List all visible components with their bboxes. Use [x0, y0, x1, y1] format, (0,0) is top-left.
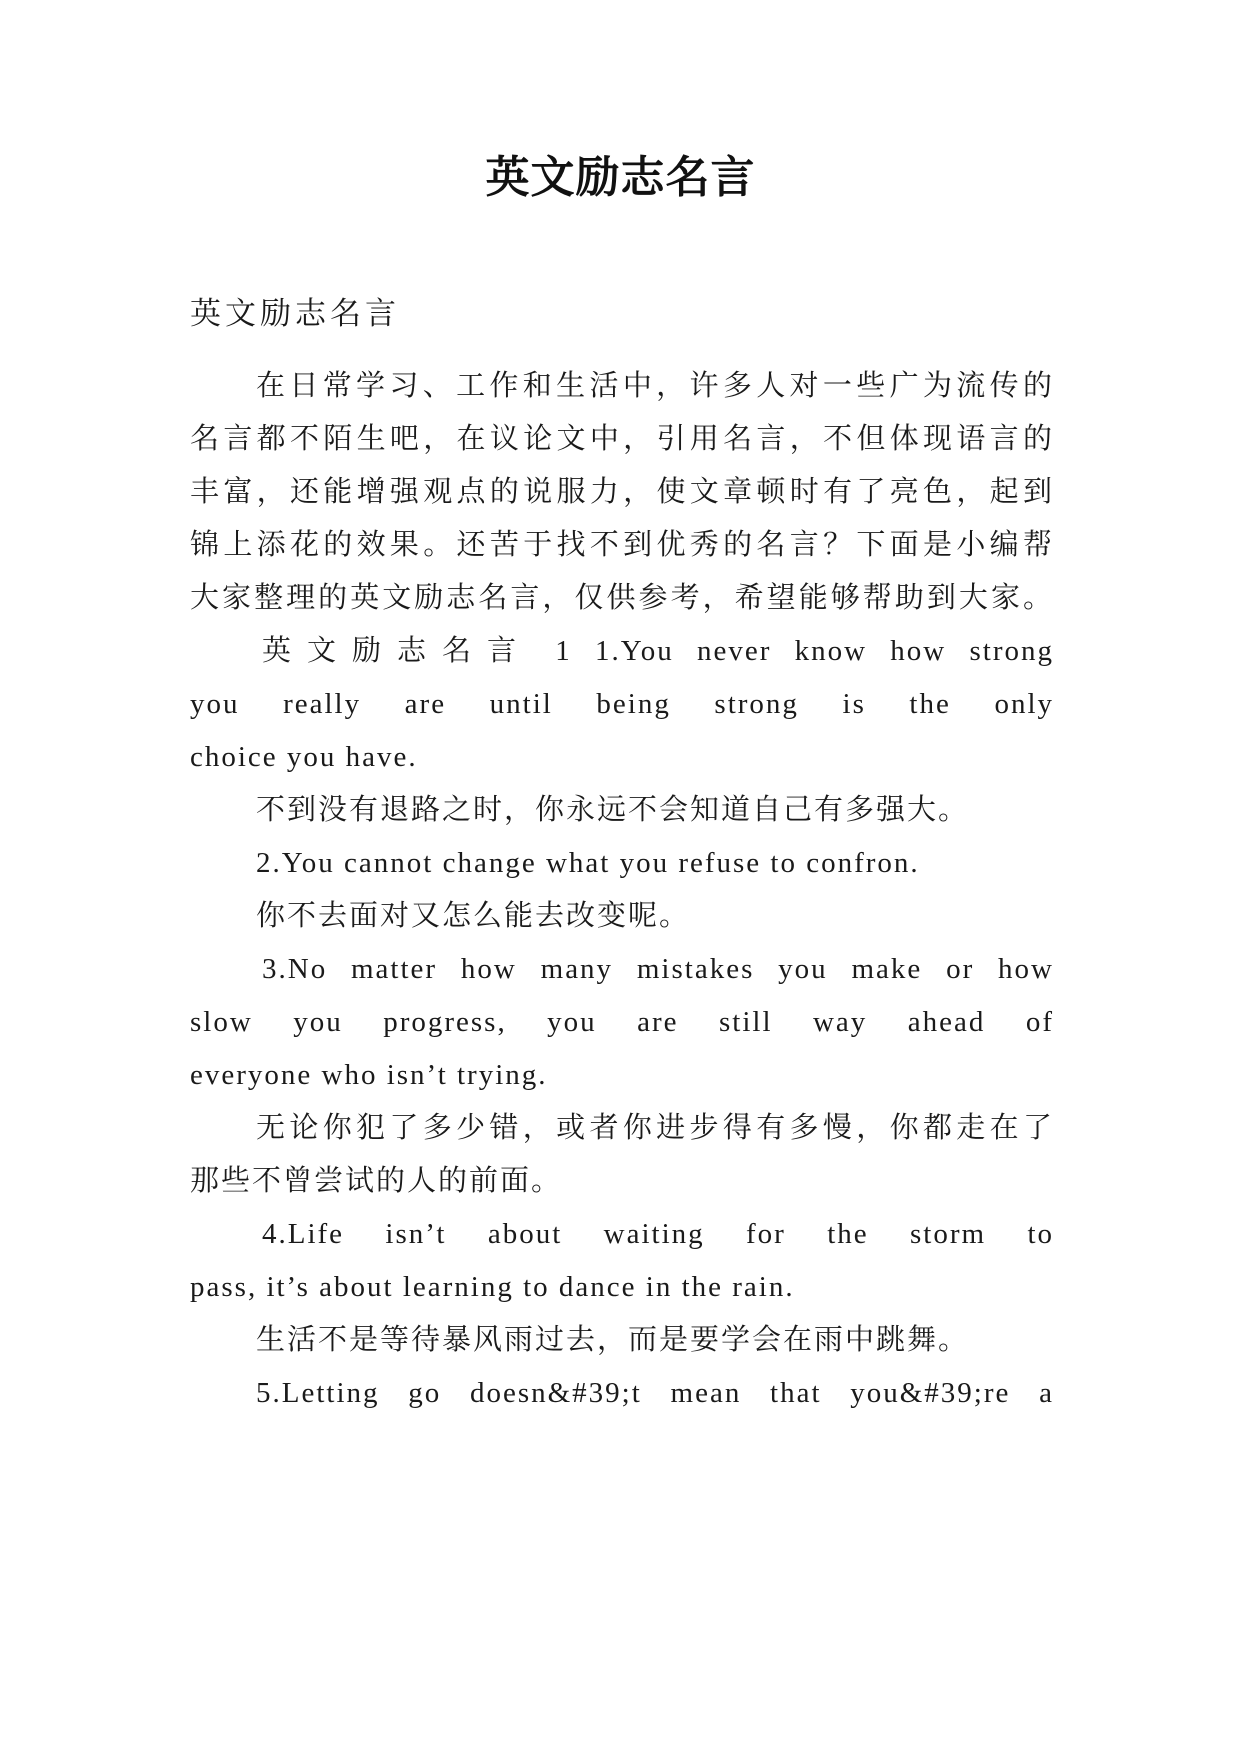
page-title: 英文励志名言	[485, 153, 756, 202]
quote-line: 4.Life isn’t about waiting for the storm to	[262, 1218, 1054, 1250]
quote-line: 3.No matter how many mistakes you make or how	[262, 953, 1054, 985]
quote-line: 英文励志名言 1 1.You never know how strong	[262, 635, 1054, 667]
quote-line: 2.You cannot change what you refuse to confron.	[256, 847, 920, 879]
translation-line: 你不去面对又怎么能去改变呢。	[256, 900, 691, 932]
translation-line: 无论你犯了多少错，或者你进步得有多慢，你都走在了	[256, 1112, 1054, 1144]
quote-line: slow you progress, you are still way ahead of	[190, 1006, 1054, 1038]
paragraph-line: 锦上添花的效果。还苦于找不到优秀的名言？下面是小编帮	[190, 529, 1054, 561]
quote-line: you really are until being strong is the only	[190, 688, 1054, 720]
paragraph-line: 在日常学习、工作和生活中，许多人对一些广为流传的	[256, 370, 1054, 402]
quote-line: 5.Letting go doesn&#39;t mean that you&#39;re a	[256, 1377, 1054, 1409]
quote-line: choice you have.	[190, 741, 418, 773]
quote-line: everyone who isn’t trying.	[190, 1059, 548, 1091]
paragraph-line: 丰富，还能增强观点的说服力，使文章顿时有了亮色，起到	[190, 476, 1054, 508]
translation-line: 那些不曾尝试的人的前面。	[190, 1165, 563, 1197]
translation-line: 生活不是等待暴风雨过去，而是要学会在雨中跳舞。	[256, 1324, 970, 1356]
section-heading: 英文励志名言	[190, 296, 400, 331]
quote-line: pass, it’s about learning to dance in the rain.	[190, 1271, 795, 1303]
paragraph-line: 大家整理的英文励志名言，仅供参考，希望能够帮助到大家。	[190, 582, 1054, 614]
paragraph-line: 名言都不陌生吧，在议论文中，引用名言，不但体现语言的	[190, 423, 1054, 455]
translation-line: 不到没有退路之时，你永远不会知道自己有多强大。	[256, 794, 970, 826]
